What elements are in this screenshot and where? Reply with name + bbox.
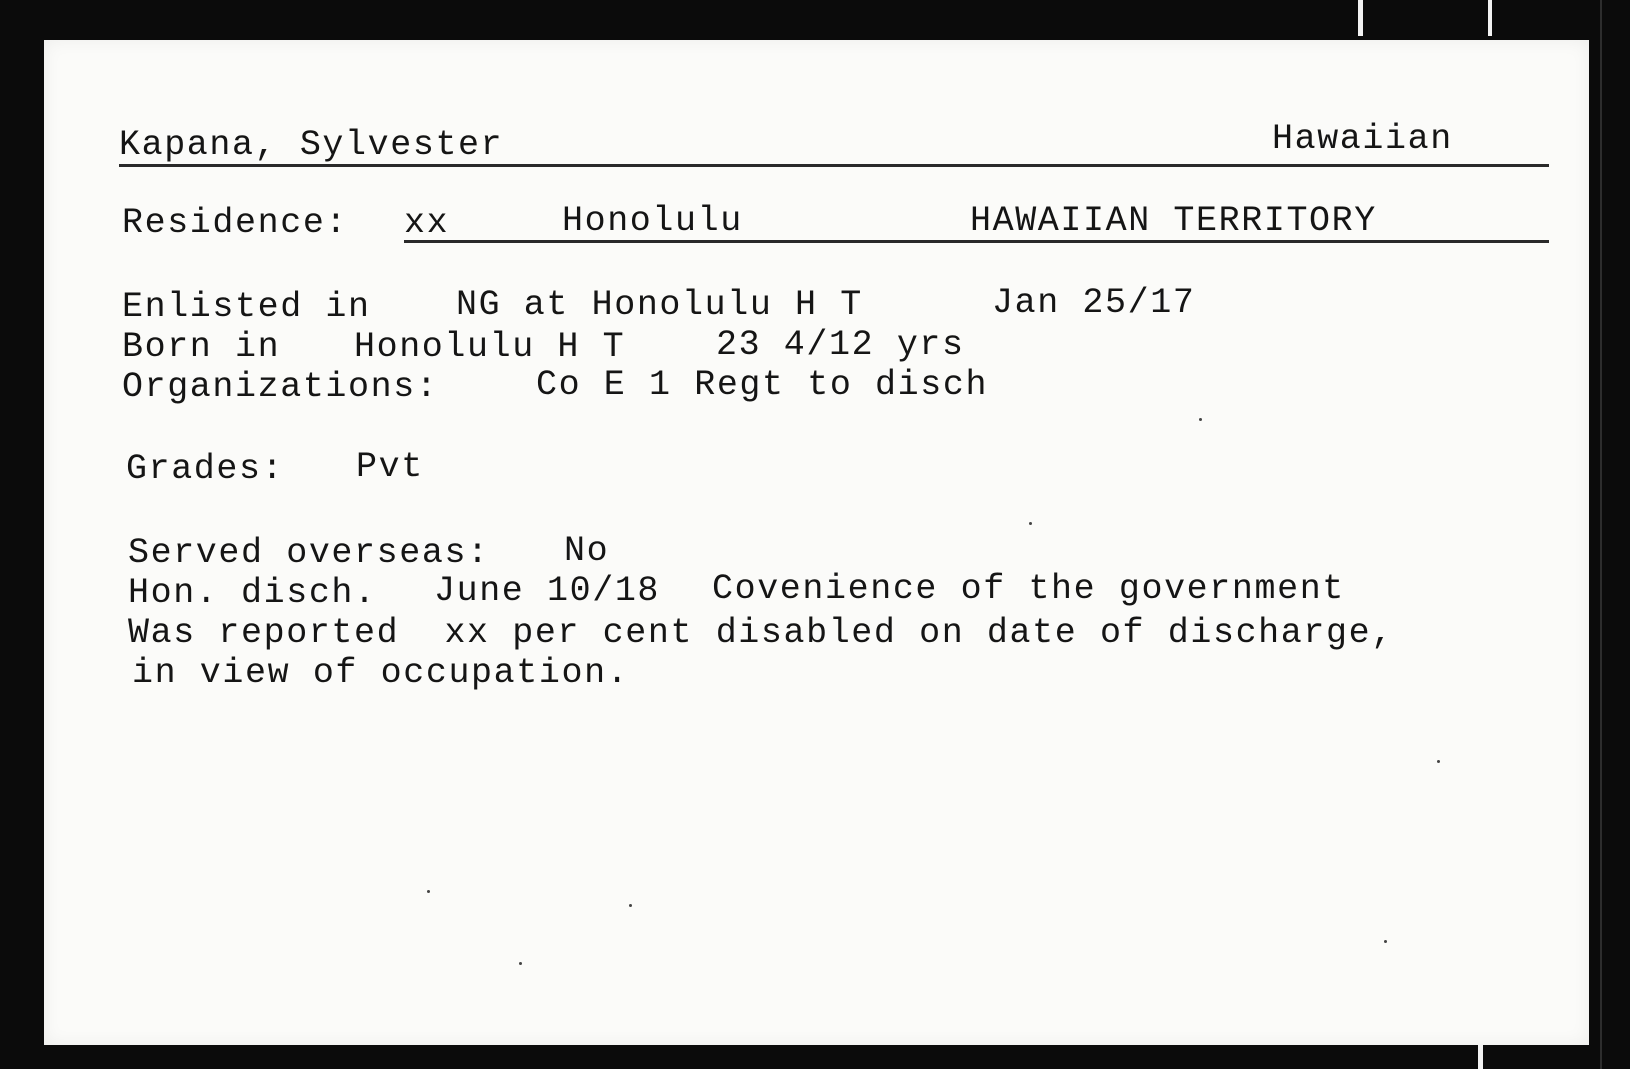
scan-speck	[629, 904, 632, 907]
residence-label: Residence:	[122, 203, 349, 243]
scan-speck	[519, 962, 522, 965]
scan-edge-mark	[1600, 0, 1602, 1069]
soldier-name: Kapana, Sylvester	[119, 125, 504, 165]
residence-state: HAWAIIAN TERRITORY	[970, 201, 1377, 241]
organizations-label: Organizations:	[122, 367, 439, 407]
service-record-card	[44, 40, 1589, 1045]
soldier-race: Hawaiian	[1272, 119, 1453, 159]
enlisted-label: Enlisted in	[122, 287, 371, 327]
discharge-reason: Covenience of the government	[712, 569, 1345, 609]
organizations-value: Co E 1 Regt to disch	[536, 365, 989, 405]
scan-edge-mark	[1358, 0, 1363, 36]
disability-statement: Was reported xx per cent disabled on date of discharge,	[128, 613, 1394, 653]
overseas-value: No	[564, 531, 610, 571]
scan-speck	[427, 890, 430, 893]
discharge-date: June 10/18	[434, 571, 661, 611]
disability-statement-continued: in view of occupation.	[132, 653, 630, 693]
residence-street: xx	[404, 203, 450, 243]
grades-label: Grades:	[126, 449, 285, 489]
born-age: 23 4/12 yrs	[716, 325, 965, 365]
scan-speck	[1029, 522, 1032, 525]
enlisted-date: Jan 25/17	[992, 283, 1196, 323]
scan-edge-mark	[1488, 0, 1492, 36]
grades-value: Pvt	[356, 447, 424, 487]
scan-speck	[1199, 418, 1202, 421]
overseas-label: Served overseas:	[128, 533, 490, 573]
born-label: Born in	[122, 327, 281, 367]
enlisted-value: NG at Honolulu H T	[456, 285, 863, 325]
scan-speck	[1437, 760, 1440, 763]
scan-speck	[1384, 940, 1387, 943]
discharge-label: Hon. disch.	[128, 573, 377, 613]
born-value: Honolulu H T	[354, 327, 626, 367]
residence-city: Honolulu	[562, 201, 743, 241]
scan-edge-mark	[1478, 1045, 1483, 1069]
residence-underline	[404, 240, 1549, 243]
name-underline	[119, 164, 1549, 167]
